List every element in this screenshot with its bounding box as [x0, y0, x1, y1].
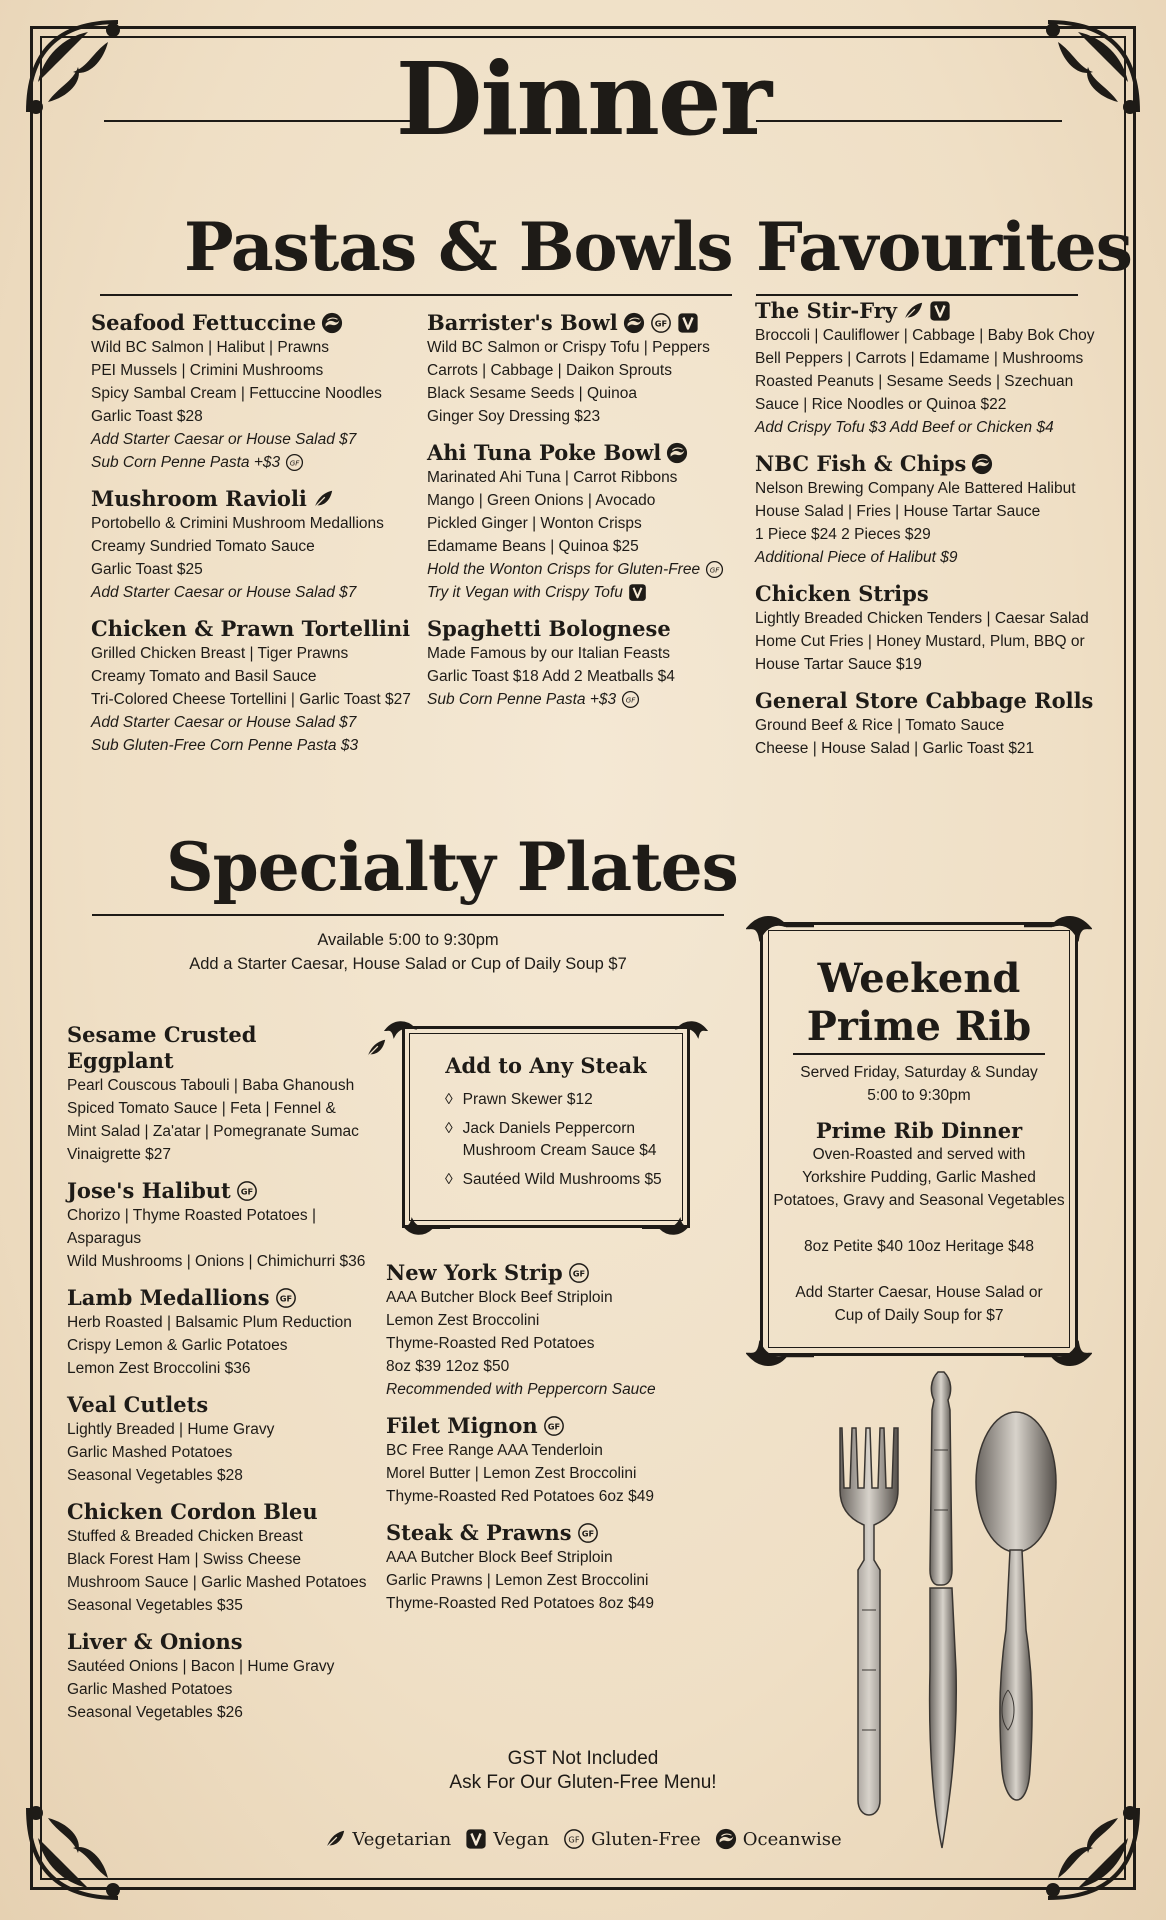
- gf-icon: [650, 312, 672, 334]
- menu-item-title: Filet Mignon: [386, 1413, 538, 1438]
- menu-item-description: [67, 1120, 387, 1143]
- menu-item-name: [67, 1022, 387, 1074]
- description-text: AAA Butcher Block Beef Striploin: [386, 1549, 613, 1566]
- description-text: Creamy Sundried Tomato Sauce: [91, 538, 315, 555]
- legend-label: Vegan: [493, 1828, 550, 1850]
- description-text: Garlic Mashed Potatoes: [67, 1444, 233, 1461]
- description-text: Seasonal Vegetables $35: [67, 1597, 243, 1614]
- menu-item-description: [755, 477, 1095, 500]
- box-ornament-icon: [1022, 912, 1092, 952]
- menu-item-description: [67, 1548, 387, 1571]
- add-to-steak-box: [402, 1026, 690, 1228]
- svg-text:GF: GF: [581, 1528, 594, 1539]
- description-text: Garlic Toast $18 Add 2 Meatballs $4: [427, 668, 675, 685]
- svg-text:GF: GF: [572, 1268, 585, 1279]
- gf-icon: [577, 1522, 599, 1544]
- steak-addon-text: Jack Daniels Peppercorn: [462, 1120, 635, 1137]
- description-text: Add Starter Caesar or House Salad $7: [91, 584, 357, 601]
- menu-item-title: Chicken Cordon Bleu: [67, 1499, 318, 1524]
- menu-item-title: Seafood Fettuccine: [91, 310, 317, 335]
- menu-item-name: [386, 1260, 686, 1286]
- menu-item-description: [427, 359, 727, 382]
- menu-item: [67, 1178, 387, 1273]
- description-text: Sub Corn Penne Pasta +$3: [427, 691, 617, 708]
- menu-item-description: [755, 347, 1095, 370]
- menu-item-description: [755, 500, 1095, 523]
- prime-rib-served: Served Friday, Saturday & Sunday: [800, 1064, 1038, 1081]
- description-text: Home Cut Fries | Honey Mustard, Plum, BBQ or: [755, 633, 1085, 650]
- description-text: Seasonal Vegetables $28: [67, 1467, 243, 1484]
- menu-item: [67, 1629, 387, 1724]
- menu-item-description: [755, 324, 1095, 347]
- steak-addon-item: [445, 1089, 675, 1111]
- box-ornament-icon: [746, 1330, 816, 1370]
- gluten-free-menu-note: Ask For Our Gluten-Free Menu!: [449, 1772, 717, 1793]
- menu-item: [386, 1520, 686, 1615]
- ornament-bottom-left-icon: [18, 1798, 128, 1908]
- menu-item-description: [91, 734, 411, 757]
- description-text: Add Starter Caesar or House Salad $7: [91, 714, 357, 731]
- menu-item: [755, 451, 1095, 569]
- description-text: House Salad | Fries | House Tartar Sauce: [755, 503, 1041, 520]
- oceanwise-icon: [623, 312, 645, 334]
- svg-text:GF: GF: [240, 1186, 253, 1197]
- description-text: Lightly Breaded Chicken Tenders | Caesar Salad: [755, 610, 1089, 627]
- menu-item-title: Liver & Onions: [67, 1629, 243, 1654]
- menu-item-title: Jose's Halibut: [67, 1178, 231, 1203]
- section-title-favourites: Favourites: [756, 208, 1132, 286]
- menu-item-description: [67, 1441, 387, 1464]
- description-text: Sub Gluten-Free Corn Penne Pasta $3: [91, 737, 359, 754]
- description-text: Edamame Beans | Quinoa $25: [427, 538, 639, 555]
- description-text: Morel Butter | Lemon Zest Broccolini: [386, 1465, 637, 1482]
- description-text: Mint Salad | Za'atar | Pomegranate Sumac: [67, 1123, 359, 1140]
- description-text: Sub Corn Penne Pasta +$3: [91, 454, 281, 471]
- menu-item-description: [427, 466, 727, 489]
- menu-item-description: [91, 581, 411, 604]
- menu-item-description: [67, 1571, 387, 1594]
- menu-item: [755, 688, 1095, 760]
- menu-item-title: Steak & Prawns: [386, 1520, 572, 1545]
- description-text: Hold the Wonton Crisps for Gluten-Free: [427, 561, 701, 578]
- prime-rib-sizes: 8oz Petite $40 10oz Heritage $48: [803, 1238, 1035, 1255]
- favourites-rule: [756, 294, 1078, 296]
- description-text: Broccoli | Cauliflower | Cabbage | Baby Bok Choy: [755, 327, 1095, 344]
- legend-item-vegetarian: [324, 1828, 451, 1850]
- gf-icon: [563, 1828, 585, 1850]
- menu-item-description: [67, 1701, 387, 1724]
- menu-item-description: [386, 1332, 686, 1355]
- description-text: Black Forest Ham | Swiss Cheese: [67, 1551, 302, 1568]
- description-text: Mango | Green Onions | Avocado: [427, 492, 656, 509]
- menu-item-description: [91, 642, 411, 665]
- menu-item-description: [91, 336, 411, 359]
- description-text: Spiced Tomato Sauce | Feta | Fennel &: [67, 1100, 336, 1117]
- menu-item-title: Chicken Strips: [755, 581, 929, 606]
- description-text: Lightly Breaded | Hume Gravy: [67, 1421, 275, 1438]
- menu-item-description: [67, 1074, 387, 1097]
- menu-item: [67, 1499, 387, 1617]
- vegan-icon: [628, 583, 647, 602]
- description-text: Chorizo | Thyme Roasted Potatoes | Asparagus: [67, 1207, 316, 1247]
- legend-item-vegan: [465, 1828, 549, 1850]
- page-title: Dinner: [395, 40, 771, 158]
- menu-item-description: [67, 1334, 387, 1357]
- description-text: Ginger Soy Dressing $23: [427, 408, 601, 425]
- steak-addon-text: Prawn Skewer $12: [462, 1091, 593, 1108]
- menu-item-description: [755, 714, 1095, 737]
- menu-item: [427, 440, 727, 604]
- gf-icon: [621, 690, 640, 709]
- menu-item-name: [67, 1499, 387, 1525]
- description-text: Thyme-Roasted Red Potatoes 6oz $49: [386, 1488, 654, 1505]
- description-text: Add Starter Caesar or House Salad $7: [91, 431, 357, 448]
- menu-item-description: [67, 1678, 387, 1701]
- pastas-column-2: [427, 310, 727, 723]
- menu-item-title: New York Strip: [386, 1260, 563, 1285]
- gf-icon: [705, 560, 724, 579]
- menu-item-name: [67, 1178, 387, 1204]
- menu-item-description: [91, 535, 411, 558]
- menu-item-description: [91, 405, 411, 428]
- menu-item: [386, 1260, 686, 1401]
- diamond-bullet-icon: ◊: [445, 1091, 453, 1108]
- menu-item-description: [67, 1655, 387, 1678]
- menu-item-description: [427, 688, 727, 711]
- description-text: Carrots | Cabbage | Daikon Sprouts: [427, 362, 672, 379]
- steak-addon-item: [445, 1118, 675, 1162]
- description-text: Thyme-Roasted Red Potatoes 8oz $49: [386, 1595, 654, 1612]
- menu-item-description: [755, 607, 1095, 630]
- menu-item-description: [91, 665, 411, 688]
- menu-item-description: [386, 1592, 686, 1615]
- description-text: Garlic Prawns | Lemon Zest Broccolini: [386, 1572, 649, 1589]
- menu-item-description: [386, 1309, 686, 1332]
- menu-item-name: [67, 1285, 387, 1311]
- description-text: Cheese | House Salad | Garlic Toast $21: [755, 740, 1035, 757]
- oceanwise-icon: [666, 442, 688, 464]
- menu-item-description: [755, 370, 1095, 393]
- vegetarian-icon: [902, 300, 924, 322]
- menu-item-description: [427, 535, 727, 558]
- description-text: Roasted Peanuts | Sesame Seeds | Szechuan: [755, 373, 1074, 390]
- menu-item-description: [755, 630, 1095, 653]
- menu-item-description: [386, 1485, 686, 1508]
- diamond-bullet-icon: ◊: [445, 1120, 453, 1137]
- menu-item: [67, 1022, 387, 1166]
- menu-item-description: [91, 428, 411, 451]
- description-text: AAA Butcher Block Beef Striploin: [386, 1289, 613, 1306]
- steak-addon-item: [445, 1169, 675, 1191]
- menu-item: [91, 486, 411, 604]
- menu-item-description: [427, 558, 727, 581]
- description-text: 8oz $39 12oz $50: [386, 1358, 510, 1375]
- menu-item-name: [91, 486, 411, 512]
- menu-item-description: [427, 665, 727, 688]
- menu-item: [755, 581, 1095, 676]
- description-text: Spicy Sambal Cream | Fettuccine Noodles: [91, 385, 382, 402]
- gst-note: GST Not Included: [507, 1748, 659, 1769]
- description-text: Garlic Toast $28: [91, 408, 203, 425]
- menu-item-description: [386, 1286, 686, 1309]
- add-to-steak-title: Add to Any Steak: [445, 1053, 647, 1078]
- menu-item-name: [67, 1629, 387, 1655]
- menu-item-description: [67, 1464, 387, 1487]
- menu-item-description: [67, 1311, 387, 1334]
- description-text: Crispy Lemon & Garlic Potatoes: [67, 1337, 288, 1354]
- prime-rib-desc-1: Oven-Roasted and served with: [812, 1146, 1026, 1163]
- prime-rib-hours: 5:00 to 9:30pm: [867, 1087, 971, 1104]
- box-ornament-icon: [658, 1018, 708, 1048]
- menu-item: [755, 298, 1095, 439]
- diamond-bullet-icon: ◊: [445, 1171, 453, 1188]
- gf-icon: [543, 1415, 565, 1437]
- menu-item-description: [91, 688, 411, 711]
- menu-item-description: [386, 1462, 686, 1485]
- description-text: Grilled Chicken Breast | Tiger Prawns: [91, 645, 349, 662]
- description-text: Mushroom Sauce | Garlic Mashed Potatoes: [67, 1574, 367, 1591]
- favourites-column: [755, 298, 1095, 772]
- gf-icon: [568, 1262, 590, 1284]
- menu-item-description: [755, 653, 1095, 676]
- menu-item-description: [386, 1439, 686, 1462]
- menu-item: [91, 616, 411, 757]
- menu-item-description: [427, 382, 727, 405]
- menu-item-title: Mushroom Ravioli: [91, 486, 307, 511]
- menu-item-description: [427, 336, 727, 359]
- menu-item-description: [427, 512, 727, 535]
- pastas-column-1: [91, 310, 411, 769]
- legend-label: Vegetarian: [352, 1828, 452, 1850]
- prime-rib-title-weekend: Weekend: [817, 955, 1021, 1002]
- description-text: Additional Piece of Halibut $9: [755, 549, 958, 566]
- description-text: Sautéed Onions | Bacon | Hume Gravy: [67, 1658, 335, 1675]
- legend-label: Gluten-Free: [591, 1828, 701, 1850]
- menu-item-name: [91, 616, 411, 642]
- description-text: Wild Mushrooms | Onions | Chimichurri $36: [67, 1253, 366, 1270]
- section-title-specialty: Specialty Plates: [166, 828, 738, 906]
- description-text: Sauce | Rice Noodles or Quinoa $22: [755, 396, 1007, 413]
- prime-rib-dish: Prime Rib Dinner: [815, 1118, 1023, 1143]
- prime-rib-add-1: Add Starter Caesar, House Salad or: [795, 1284, 1043, 1301]
- menu-item-title: Spaghetti Bolognese: [427, 616, 671, 641]
- prime-rib-add-2: Cup of Daily Soup for $7: [834, 1307, 1004, 1324]
- menu-item-name: [427, 440, 727, 466]
- menu-item: [386, 1413, 686, 1508]
- menu-item-description: [427, 581, 727, 604]
- svg-text:GF: GF: [654, 318, 668, 329]
- description-text: Add Crispy Tofu $3 Add Beef or Chicken $4: [755, 419, 1054, 436]
- menu-item-name: [755, 581, 1095, 607]
- vegetarian-icon: [312, 488, 334, 510]
- specialty-add-starter: Add a Starter Caesar, House Salad or Cup of Daily Soup $7: [189, 955, 627, 973]
- menu-item: [91, 310, 411, 474]
- menu-item-description: [67, 1250, 387, 1273]
- description-text: Portobello & Crimini Mushroom Medallions: [91, 515, 384, 532]
- menu-item-name: [67, 1392, 387, 1418]
- menu-item-description: [91, 558, 411, 581]
- menu-item-description: [67, 1418, 387, 1441]
- menu-item-title: General Store Cabbage Rolls: [755, 688, 1094, 713]
- specialty-rule: [92, 914, 724, 916]
- menu-item: [427, 310, 727, 428]
- menu-item-description: [755, 546, 1095, 569]
- menu-item-description: [386, 1355, 686, 1378]
- menu-item-title: Sesame Crusted Eggplant: [67, 1022, 257, 1073]
- menu-item-title: NBC Fish & Chips: [755, 451, 967, 476]
- spoon-icon: [976, 1412, 1056, 1800]
- svg-text:GF: GF: [568, 1834, 580, 1845]
- svg-text:GF: GF: [547, 1421, 560, 1432]
- prime-rib-desc-3: Potatoes, Gravy and Seasonal Vegetables: [773, 1192, 1065, 1209]
- box-ornament-icon: [1022, 1330, 1092, 1370]
- menu-item-description: [67, 1204, 387, 1250]
- svg-text:GF: GF: [289, 458, 300, 468]
- gf-icon: [275, 1287, 297, 1309]
- prime-rib-rule: [793, 1053, 1045, 1055]
- description-text: Lemon Zest Broccolini: [386, 1312, 540, 1329]
- box-ornament-icon: [384, 1018, 434, 1048]
- menu-item-name: [91, 310, 411, 336]
- description-text: 1 Piece $24 2 Pieces $29: [755, 526, 931, 543]
- menu-item-name: [427, 310, 727, 336]
- add-to-steak-list: [445, 1089, 675, 1198]
- legend-item-gf: [563, 1828, 701, 1850]
- svg-text:GF: GF: [625, 695, 636, 705]
- specialty-column-1: [67, 1022, 387, 1736]
- menu-item-description: [427, 489, 727, 512]
- description-text: Creamy Tomato and Basil Sauce: [91, 668, 317, 685]
- menu-item-description: [386, 1569, 686, 1592]
- description-text: Lemon Zest Broccolini $36: [67, 1360, 251, 1377]
- description-text: Pickled Ginger | Wonton Crisps: [427, 515, 642, 532]
- vegetarian-icon: [324, 1828, 346, 1850]
- menu-item-description: [755, 523, 1095, 546]
- oceanwise-icon: [971, 453, 993, 475]
- menu-item-description: [755, 416, 1095, 439]
- menu-item-description: [427, 642, 727, 665]
- menu-item-description: [427, 405, 727, 428]
- description-text: Bell Peppers | Carrots | Edamame | Mushrooms: [755, 350, 1084, 367]
- description-text: Garlic Mashed Potatoes: [67, 1681, 233, 1698]
- menu-item-description: [67, 1143, 387, 1166]
- prime-rib-box: [760, 922, 1078, 1356]
- box-ornament-icon: [746, 912, 816, 952]
- description-text: Wild BC Salmon | Halibut | Prawns: [91, 339, 330, 356]
- box-ornament-icon: [402, 1208, 452, 1238]
- steak-addon-text: Mushroom Cream Sauce $4: [462, 1142, 657, 1159]
- menu-item: [67, 1392, 387, 1487]
- description-text: Wild BC Salmon or Crispy Tofu | Peppers: [427, 339, 710, 356]
- specialty-availability: Available 5:00 to 9:30pm: [317, 931, 499, 949]
- legend-item-oceanwise: [715, 1828, 842, 1850]
- box-ornament-icon: [640, 1208, 690, 1238]
- legend-label: Oceanwise: [742, 1828, 842, 1850]
- menu-item: [427, 616, 727, 711]
- description-text: Vinaigrette $27: [67, 1146, 171, 1163]
- menu-item-description: [67, 1097, 387, 1120]
- dietary-legend: [0, 1828, 1166, 1850]
- menu-item-name: [755, 688, 1095, 714]
- description-text: Herb Roasted | Balsamic Plum Reduction: [67, 1314, 352, 1331]
- menu-item-title: Barrister's Bowl: [427, 310, 618, 335]
- section-title-pastas: Pastas & Bowls: [184, 208, 733, 286]
- menu-item-name: [386, 1413, 686, 1439]
- menu-item-title: Lamb Medallions: [67, 1285, 270, 1310]
- description-text: House Tartar Sauce $19: [755, 656, 922, 673]
- description-text: Black Sesame Seeds | Quinoa: [427, 385, 637, 402]
- description-text: Made Famous by our Italian Feasts: [427, 645, 670, 662]
- description-text: Recommended with Peppercorn Sauce: [386, 1381, 656, 1398]
- description-text: Tri-Colored Cheese Tortellini | Garlic Toast $27: [91, 691, 411, 708]
- vegan-icon: [677, 312, 699, 334]
- menu-item-name: [386, 1520, 686, 1546]
- oceanwise-icon: [715, 1828, 737, 1850]
- menu-item-description: [91, 451, 411, 474]
- description-text: Try it Vegan with Crispy Tofu: [427, 584, 623, 601]
- vegan-icon: [929, 300, 951, 322]
- prime-rib-desc-2: Yorkshire Pudding, Garlic Mashed: [802, 1169, 1036, 1186]
- menu-item-description: [755, 737, 1095, 760]
- menu-item-description: [67, 1357, 387, 1380]
- description-text: PEI Mussels | Crimini Mushrooms: [91, 362, 324, 379]
- menu-item-name: [427, 616, 727, 642]
- specialty-column-2: [386, 1260, 686, 1627]
- oceanwise-icon: [321, 312, 343, 334]
- menu-item-title: Ahi Tuna Poke Bowl: [427, 440, 662, 465]
- menu-item-description: [386, 1378, 686, 1401]
- menu-item: [67, 1285, 387, 1380]
- pastas-rule: [100, 294, 732, 296]
- vegan-icon: [465, 1828, 487, 1850]
- menu-item-description: [91, 711, 411, 734]
- svg-text:GF: GF: [279, 1293, 292, 1304]
- menu-item-description: [67, 1594, 387, 1617]
- menu-item-description: [91, 512, 411, 535]
- menu-item-description: [755, 393, 1095, 416]
- description-text: Thyme-Roasted Red Potatoes: [386, 1335, 595, 1352]
- menu-item-name: [755, 298, 1095, 324]
- description-text: Garlic Toast $25: [91, 561, 203, 578]
- steak-addon-text: Sautéed Wild Mushrooms $5: [462, 1171, 662, 1188]
- gf-icon: [285, 453, 304, 472]
- description-text: BC Free Range AAA Tenderloin: [386, 1442, 603, 1459]
- menu-item-title: The Stir-Fry: [755, 298, 897, 323]
- description-text: Seasonal Vegetables $26: [67, 1704, 243, 1721]
- menu-item-title: Chicken & Prawn Tortellini: [91, 616, 411, 641]
- menu-item-description: [386, 1546, 686, 1569]
- menu-item-description: [91, 382, 411, 405]
- description-text: Stuffed & Breaded Chicken Breast: [67, 1528, 303, 1545]
- prime-rib-title: Prime Rib: [806, 1003, 1032, 1050]
- menu-item-description: [67, 1525, 387, 1548]
- gf-icon: [236, 1180, 258, 1202]
- svg-text:GF: GF: [709, 565, 720, 575]
- description-text: Nelson Brewing Company Ale Battered Halibut: [755, 480, 1076, 497]
- description-text: Pearl Couscous Tabouli | Baba Ghanoush: [67, 1077, 355, 1094]
- menu-item-name: [755, 451, 1095, 477]
- description-text: Ground Beef & Rice | Tomato Sauce: [755, 717, 1005, 734]
- menu-item-title: Veal Cutlets: [67, 1392, 209, 1417]
- menu-item-description: [91, 359, 411, 382]
- description-text: Marinated Ahi Tuna | Carrot Ribbons: [427, 469, 678, 486]
